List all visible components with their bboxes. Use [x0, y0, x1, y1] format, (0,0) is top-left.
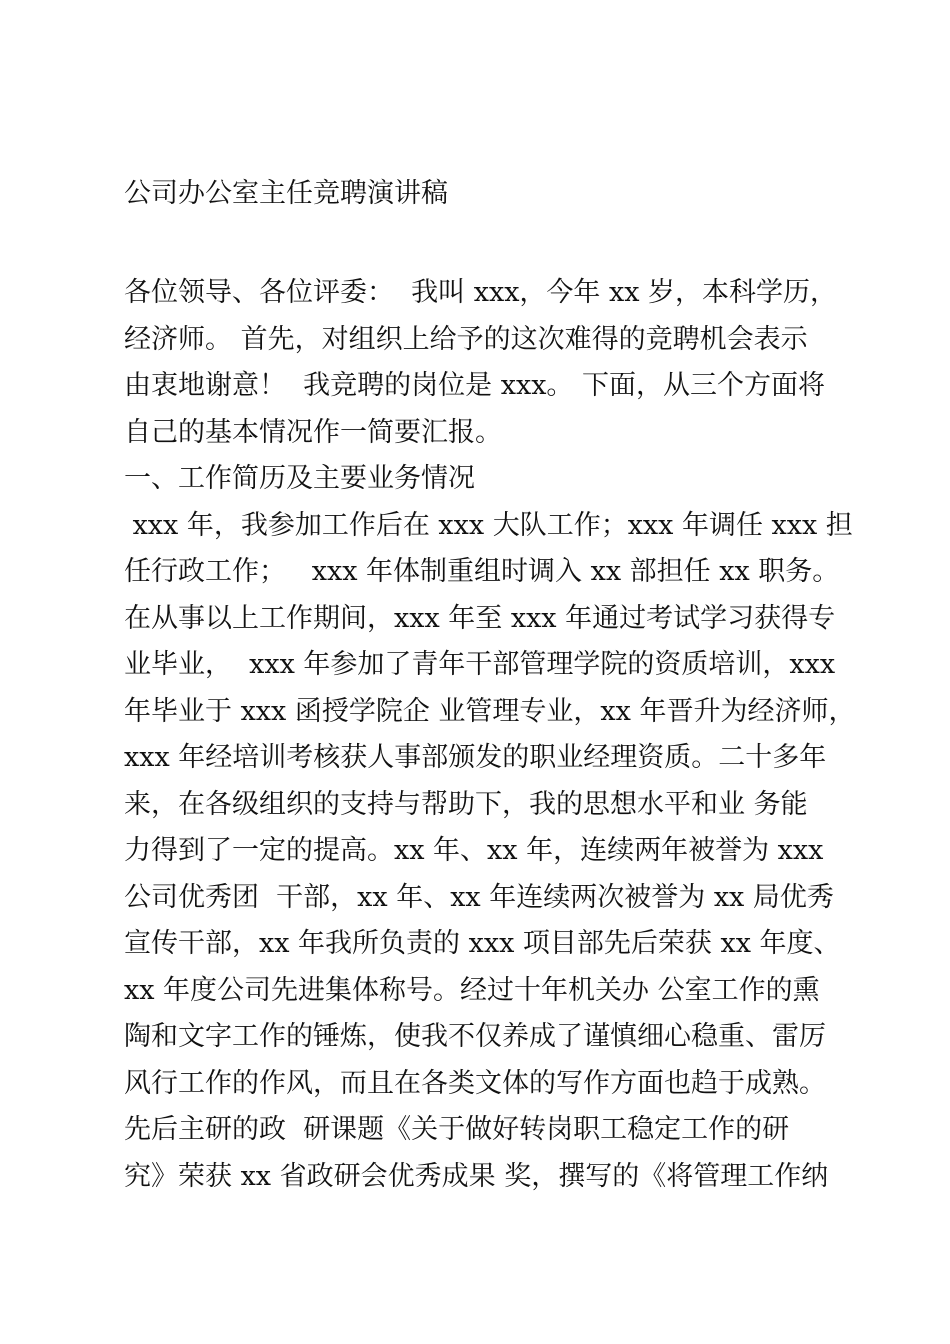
text-line: xxx 年经培训考核获人事部颁发的职业经理资质。二十多年: [124, 742, 827, 773]
document-body: [124, 270, 856, 1200]
text-line: xx 年度公司先进集体称号。经过十年机关办 公室工作的熏: [124, 974, 820, 1006]
text-line: 由衷地谢意！ 我竞聘的岗位是 xxx。 下面，从三个方面将: [124, 370, 826, 401]
text-line: 来，在各级组织的支持与帮助下，我的思想水平和业 务能: [124, 788, 808, 820]
text-line: 风行工作的作风，而且在各类文体的写作方面也趋于成熟。: [124, 1067, 826, 1099]
text-line: 经济师。 首先，对组织上给予的这次难得的竞聘机会表示: [124, 323, 808, 355]
text-line: 各位领导、各位评委： 我叫 xxx，今年 xx 岁，本科学历，: [124, 277, 838, 308]
text-line: 宣传干部，xx 年我所负责的 xxx 项目部先后荣获 xx 年度、: [124, 928, 841, 959]
text-line: 公司优秀团 干部，xx 年、xx 年连续两次被誉为 xx 局优秀: [124, 881, 834, 913]
text-line: xxx 年，我参加工作后在 xxx 大队工作；xxx 年调任 xxx 担: [124, 509, 853, 541]
text-line: 自己的基本情况作一简要汇报。: [124, 416, 502, 448]
text-line: 在从事以上工作期间，xxx 年至 xxx 年通过考试学习获得专: [124, 602, 836, 634]
text-line: 力得到了一定的提高。xx 年、xx 年，连续两年被誉为 xxx: [124, 835, 824, 866]
text-line: 年毕业于 xxx 函授学院企 业管理专业，xx 年晋升为经济师，: [124, 695, 856, 727]
text-line: 陶和文字工作的锤炼，使我不仅养成了谨慎细心稳重、雷厉: [124, 1021, 826, 1052]
text-line: 究》荣获 xx 省政研会优秀成果 奖，撰写的《将管理工作纳: [124, 1160, 829, 1192]
text-line: 业毕业， xxx 年参加了青年干部管理学院的资质培训，xxx: [124, 649, 836, 680]
text-line: 任行政工作； xxx 年体制重组时调入 xx 部担任 xx 职务。: [124, 556, 840, 587]
section-heading: 一、工作简历及主要业务情况: [124, 463, 475, 494]
text-line: 先后主研的政 研课题《关于做好转岗职工稳定工作的研: [124, 1114, 790, 1145]
document-title: 公司办公室主任竞聘演讲稿: [124, 178, 448, 209]
